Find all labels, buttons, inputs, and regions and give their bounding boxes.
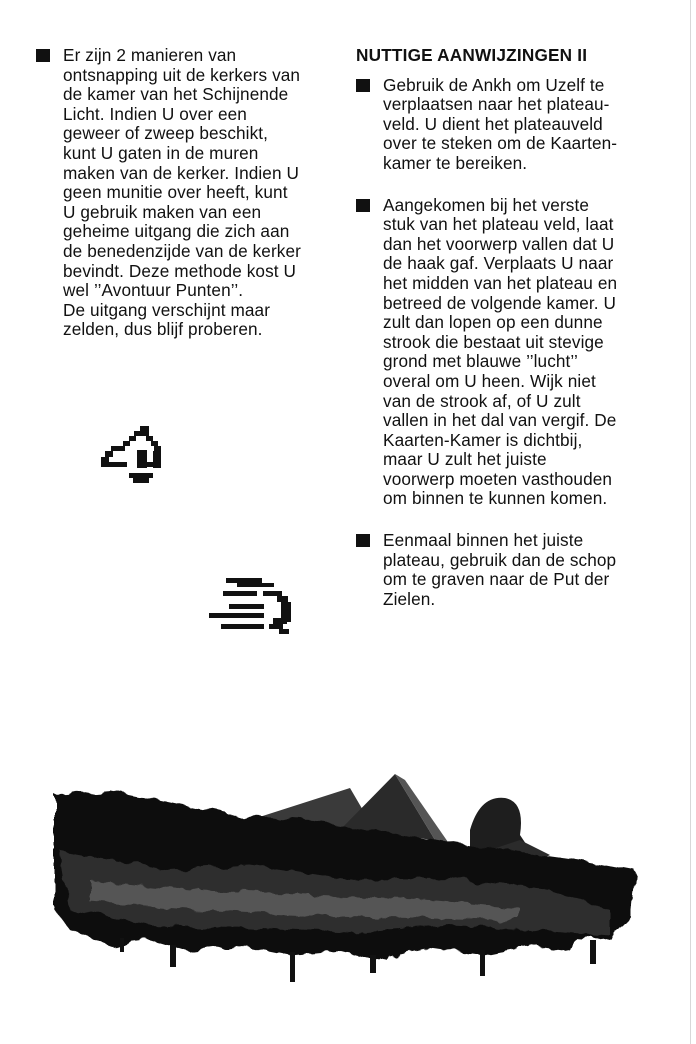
right-column (356, 46, 656, 631)
section-heading: NUTTIGE AANWIJZINGEN II (356, 45, 588, 65)
left-paragraph (36, 46, 321, 340)
bullet-icon (356, 79, 370, 92)
hint-paragraph-1 (356, 76, 656, 174)
bullet-icon (356, 199, 370, 212)
pixel-ship-icon (209, 578, 294, 640)
bullet-icon (36, 49, 50, 62)
left-paragraph-text: Er zijn 2 manieren van ontsnapping uit de kerkers van de kamer van het Schijnende Licht. Indien U over een geweer of zweep beschikt, kunt U gaten in de muren maken van de kerker. Indien U geen munitie over heeft, kunt U gebruik maken van een geheime uitgang die zich aan de benedenzijde van de kerker bevindt. Deze methode kost U wel ’’Avontuur Punten’’. De uitgang verschijnt maar zelden, dus blijf proberen. (63, 45, 301, 340)
hint-paragraph-2 (356, 196, 656, 510)
page-edge-line (690, 0, 691, 1044)
pixel-flying-saucer-icon (101, 426, 161, 488)
left-column (36, 46, 321, 362)
bullet-icon (356, 534, 370, 547)
hint-paragraph-text: Aangekomen bij het verste stuk van het plateau veld, laat dan het voorwerp vallen dat U de haak gaf. Verplaats U naar het midden van het plateau en betreed de volgende kamer. U zult dan lopen op een dunne strook die bestaat uit stevige grond met blauwe ’’lucht’’ overal om U heen. Wijk niet van de strook af, of U zult vallen in het dal van vergif. De Kaarten-Kamer is dichtbij, maar U zult het juiste voorwerp moeten vasthouden om binnen te kunnen komen. (383, 194, 618, 509)
hint-paragraph-text: Gebruik de Ankh om Uzelf te verplaatsen naar het plateau- veld. U dient het plateauveld over te steken om de Kaarten- kamer te bereiken. (383, 74, 618, 173)
sphinx-and-pyramids-illustration (50, 760, 640, 1000)
hint-paragraph-text: Eenmaal binnen het juiste plateau, gebruik dan de schop om te graven naar de Put der Zielen. (383, 530, 617, 609)
hint-paragraph-3 (356, 531, 656, 609)
